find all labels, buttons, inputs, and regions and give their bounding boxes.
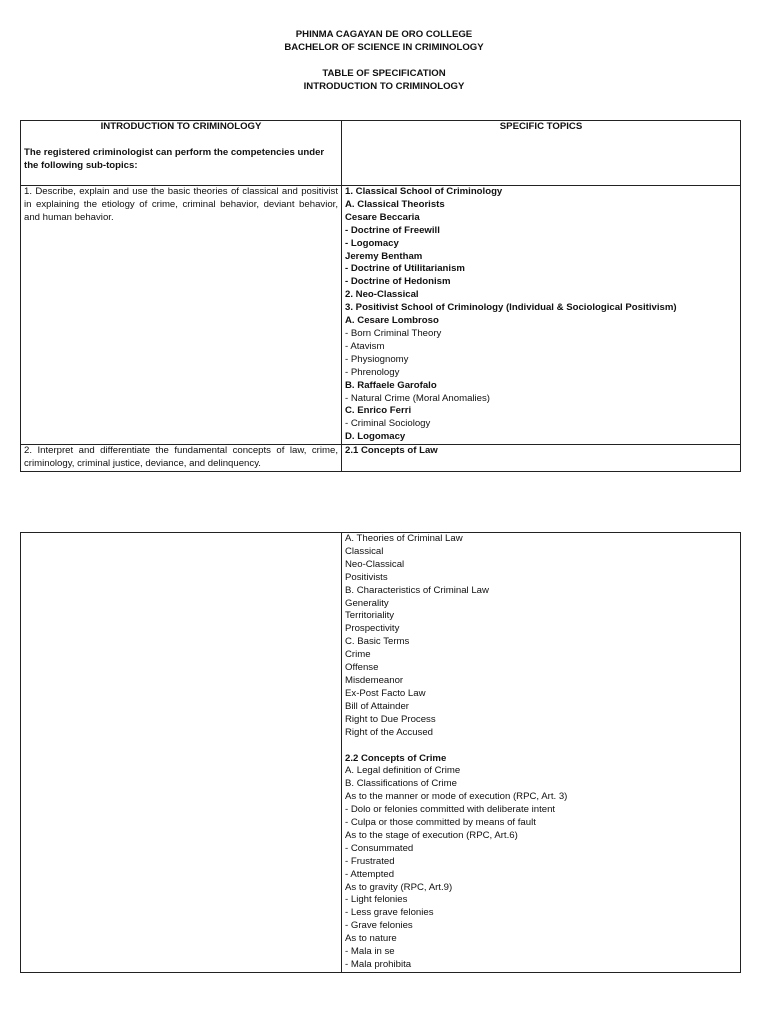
competency-cell xyxy=(21,186,342,445)
topic-line: - Atavism xyxy=(345,340,385,352)
specification-table-1 xyxy=(20,120,741,472)
college-name: PHINMA CAGAYAN DE ORO COLLEGE xyxy=(295,29,473,40)
topic-line: Neo-Classical xyxy=(345,558,405,570)
topic-line: - Consummated xyxy=(345,842,414,854)
topic-line: - Culpa or those committed by means of fault xyxy=(345,817,536,829)
topic-line xyxy=(345,740,737,753)
topic-line: - Doctrine of Utilitarianism xyxy=(345,263,465,275)
topic-line: Misdemeanor xyxy=(345,674,404,686)
competency-cell xyxy=(21,533,342,973)
topic-line: Bill of Attainder xyxy=(345,700,409,712)
program-name: BACHELOR OF SCIENCE IN CRIMINOLOGY xyxy=(284,42,484,53)
topic-line: Generality xyxy=(345,597,389,609)
topic-line: A. Classical Theorists xyxy=(345,198,445,210)
topics-column-heading: SPECIFIC TOPICS xyxy=(499,121,583,132)
topic-line: As to nature xyxy=(345,933,397,945)
topics-cell xyxy=(342,186,741,445)
topics-list xyxy=(345,533,737,972)
topic-line: - Mala prohibita xyxy=(345,959,412,970)
topic-line: A. Legal definition of Crime xyxy=(345,765,461,777)
competency-heading-cell xyxy=(21,121,342,186)
topic-line: Right of the Accused xyxy=(345,726,433,738)
topic-line: As to gravity (RPC, Art.9) xyxy=(345,881,453,893)
specification-table-2 xyxy=(20,532,741,973)
competency-subheading: The registered criminologist can perform the competencies under the following sub-topics: xyxy=(24,146,325,171)
topic-line: - Frustrated xyxy=(345,855,395,867)
table-row xyxy=(21,445,741,472)
competency-cell xyxy=(21,445,342,472)
table-row xyxy=(21,533,741,973)
topics-heading-cell xyxy=(342,121,741,186)
topic-line: - Phrenology xyxy=(345,366,400,378)
topic-line: B. Characteristics of Criminal Law xyxy=(345,584,489,596)
topics-list xyxy=(345,186,737,444)
topic-line: Prospectivity xyxy=(345,623,400,635)
topic-line: A. Cesare Lombroso xyxy=(345,315,439,327)
table-row xyxy=(21,186,741,445)
topics-cell xyxy=(342,445,741,472)
topics-cell xyxy=(342,533,741,973)
topic-line: - Criminal Sociology xyxy=(345,418,431,430)
topic-line: - Dolo or felonies committed with deliberate intent xyxy=(345,804,556,816)
topic-line: - Less grave felonies xyxy=(345,907,434,919)
topic-line: - Doctrine of Hedonism xyxy=(345,276,451,288)
topic-line: 1. Classical School of Criminology xyxy=(345,186,503,197)
topic-line: Positivists xyxy=(345,571,388,583)
topic-line: B. Raffaele Garofalo xyxy=(345,379,437,391)
topic-line: Crime xyxy=(345,649,371,661)
document-title-block xyxy=(0,67,768,93)
topic-line: - Mala in se xyxy=(345,946,395,958)
competency-text: 1. Describe, explain and use the basic theories of classical and positivist in explaining the etiology of crime, criminal behavior, deviant behavior, and human behavior. xyxy=(24,186,338,223)
competency-text: 2. Interpret and differentiate the fundamental concepts of law, crime, criminology, criminal justice, deviance, and delinquency. xyxy=(24,445,338,470)
topic-line: Territoriality xyxy=(345,610,395,622)
table-header-row xyxy=(21,121,741,186)
topic-line: 2. Neo-Classical xyxy=(345,289,419,301)
topic-line: - Natural Crime (Moral Anomalies) xyxy=(345,392,491,404)
topic-line: 2.1 Concepts of Law xyxy=(345,445,438,457)
topic-line: C. Basic Terms xyxy=(345,636,410,648)
topic-line: C. Enrico Ferri xyxy=(345,405,412,417)
topic-line: 2.2 Concepts of Crime xyxy=(345,752,447,764)
topic-line: - Grave felonies xyxy=(345,920,413,932)
competency-column-heading: INTRODUCTION TO CRIMINOLOGY xyxy=(100,121,262,132)
topic-line: B. Classifications of Crime xyxy=(345,778,457,790)
topic-line: A. Theories of Criminal Law xyxy=(345,533,463,544)
topic-line: Offense xyxy=(345,662,379,674)
topic-line: Ex-Post Facto Law xyxy=(345,687,426,699)
topic-line: Classical xyxy=(345,545,384,557)
topic-line: - Doctrine of Freewill xyxy=(345,224,440,236)
topic-line: Jeremy Bentham xyxy=(345,250,423,262)
topic-line: Right to Due Process xyxy=(345,713,436,725)
topic-line: - Light felonies xyxy=(345,894,408,906)
topic-line: - Attempted xyxy=(345,868,395,880)
course-title: INTRODUCTION TO CRIMINOLOGY xyxy=(303,81,465,92)
topic-line: - Born Criminal Theory xyxy=(345,327,442,339)
topic-line: As to the manner or mode of execution (RPC, Art. 3) xyxy=(345,791,568,803)
document-header xyxy=(0,28,768,54)
topic-line: - Physiognomy xyxy=(345,353,409,365)
document-title: TABLE OF SPECIFICATION xyxy=(322,68,446,79)
topic-line: D. Logomacy xyxy=(345,431,406,443)
topic-line: Cesare Beccaria xyxy=(345,211,420,223)
topic-line: As to the stage of execution (RPC, Art.6) xyxy=(345,829,518,841)
topic-line: 3. Positivist School of Criminology (Individual & Sociological Positivism) xyxy=(345,302,677,314)
topic-line: - Logomacy xyxy=(345,237,399,249)
